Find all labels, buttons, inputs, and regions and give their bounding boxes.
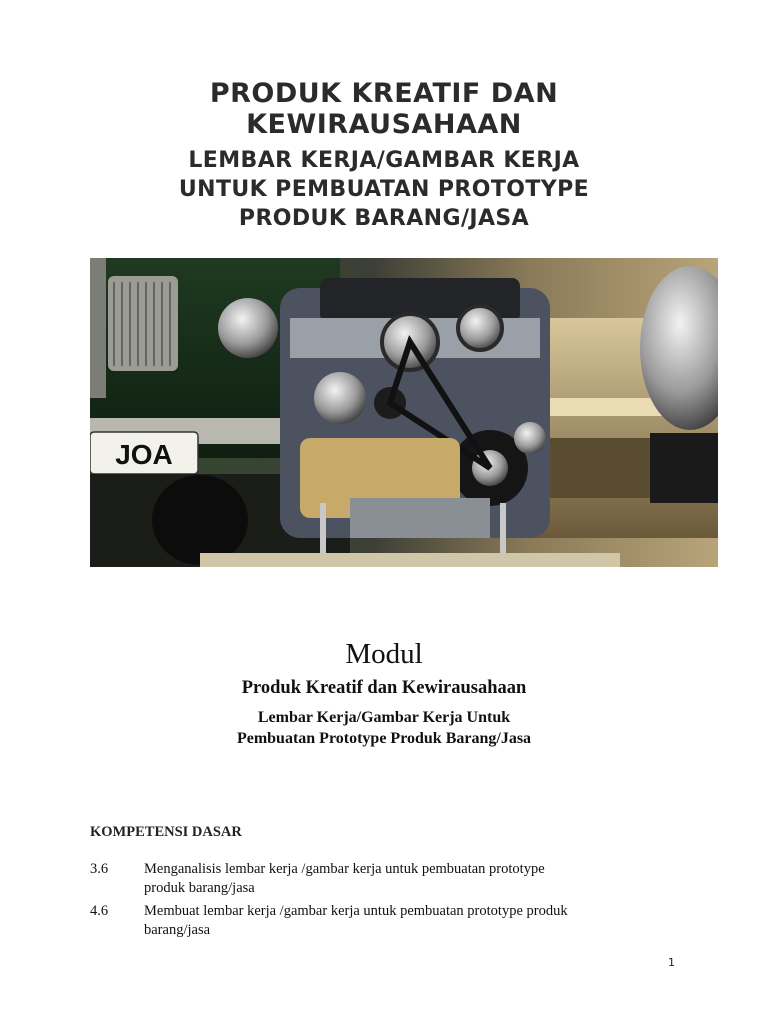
competency-text-line: Menganalisis lembar kerja /gambar kerja untuk pembuatan prototype (144, 861, 545, 877)
competency-text-line: Membuat lembar kerja /gambar kerja untuk pembuatan prototype produk (144, 903, 568, 919)
subtitle-line: LEMBAR KERJA/GAMBAR KERJA (188, 148, 580, 173)
competency-text (144, 902, 664, 940)
competency-text-line: produk barang/jasa (144, 880, 255, 896)
title-line: PRODUK KREATIF DAN (209, 78, 559, 109)
subtitle-line: PRODUK BARANG/JASA (238, 206, 530, 231)
document-subtitle (0, 146, 768, 233)
subtitle-line: UNTUK PEMBUATAN PROTOTYPE (178, 177, 590, 202)
engine-photo (90, 258, 718, 567)
document-title (0, 78, 768, 140)
page-number: 1 (668, 956, 675, 969)
competency-text (144, 860, 664, 898)
competency-number: 4.6 (90, 903, 109, 919)
module-description-line: Pembuatan Prototype Produk Barang/Jasa (236, 730, 532, 747)
competency-number: 3.6 (90, 861, 109, 877)
module-heading: Modul (345, 638, 423, 670)
competency-heading: KOMPETENSI DASAR (90, 824, 242, 840)
module-description-line: Lembar Kerja/Gambar Kerja Untuk (257, 709, 511, 726)
title-line: KEWIRAUSAHAAN (246, 109, 522, 140)
module-subject: Produk Kreatif dan Kewirausahaan (241, 678, 527, 698)
module-description (0, 707, 768, 749)
license-plate-text: JOA (115, 439, 173, 470)
competency-text-line: barang/jasa (144, 922, 211, 938)
